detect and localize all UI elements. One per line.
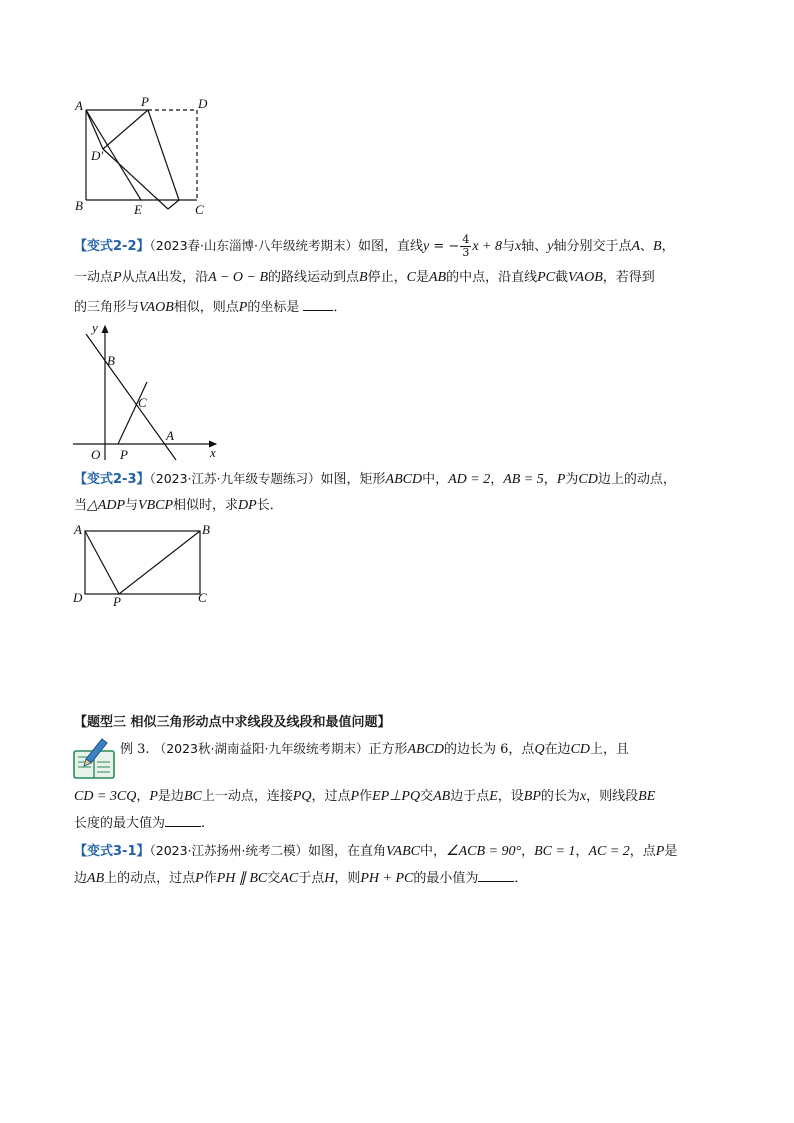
- label-x: x: [210, 445, 216, 460]
- label-O: O: [91, 447, 101, 462]
- label-P: P: [120, 447, 128, 462]
- problem-2-3-line-1: 【变式2-3】（2023·江苏·九年级专题练习）如图，矩形ABCD中，AD = 2，AB = 5，P为CD边上的动点，: [74, 471, 676, 487]
- problem-3-1-line-2: 边AB上的动点，过点P作PH ∥ BC交AC于点H，则PH + PC的最小值为 ．: [74, 871, 528, 886]
- segment-P-fold: [148, 110, 179, 200]
- label-B: B: [107, 353, 115, 368]
- problem-3-1-line-1: 【变式3-1】（2023·江苏扬州·统考二模）如图，在直角VABC中，∠ACB = 90°，BC = 1，AC = 2，点P是: [74, 843, 678, 859]
- label-y: y: [92, 320, 98, 335]
- problem-tag: 【变式3-1】: [74, 844, 150, 859]
- label-B: B: [75, 198, 83, 213]
- label-C: C: [198, 590, 207, 605]
- problem-tag: 【变式2-2】: [74, 239, 150, 254]
- answer-blank[interactable]: [478, 869, 514, 882]
- line-AB: [86, 334, 176, 460]
- problem-2-2-line-1: 【变式2-2】（2023春·山东淄博·八年级统考期末）如图，直线y = − $\frac{4}{3}$ x + 8与x轴、y轴分别交于点A、B，: [74, 233, 675, 259]
- figure-folded-rectangle: [70, 92, 220, 222]
- problem-tag: 【变式2-3】: [74, 472, 150, 487]
- example-label: 例 3.: [120, 742, 150, 757]
- label-C: C: [138, 395, 147, 410]
- label-P: P: [113, 594, 121, 609]
- problem-2-2-line-2: 一动点P从点A出发，沿A − O − B的路线运动到点B停止，C是AB的中点，沿直线PC截VAOB，若得到: [74, 270, 655, 285]
- label-C: C: [195, 202, 204, 217]
- fraction-4-3: $\frac{4}{3}$: [462, 233, 470, 259]
- label-A: A: [75, 98, 83, 113]
- problem-2-3-line-2: 当△ADP与VBCP相似时，求DP长．: [74, 498, 283, 513]
- figure-coordinate-axes: [68, 320, 228, 465]
- segment-AP: [85, 531, 119, 594]
- notebook-pencil-icon: [72, 737, 118, 781]
- segment-PD-prime: [103, 110, 148, 149]
- segment-BP: [119, 531, 200, 594]
- label-D-prime: D′: [91, 148, 104, 163]
- example-3-line-2: CD = 3CQ，P是边BC上一动点，连接PQ，过点P作EP⊥PQ交AB边于点E，设BP的长为x，则线段BE: [74, 789, 656, 804]
- label-A: A: [74, 522, 82, 537]
- answer-blank[interactable]: [165, 814, 201, 827]
- figure-rectangle-ABCD: [70, 520, 220, 612]
- label-E: E: [134, 202, 142, 217]
- label-A: A: [166, 428, 174, 443]
- segment-fold-bottom: [168, 200, 179, 209]
- label-P: P: [141, 94, 149, 109]
- section-title: 【题型三 相似三角形动点中求线段及线段和最值问题】: [74, 715, 391, 730]
- label-D: D: [198, 96, 208, 111]
- label-D: D: [73, 590, 83, 605]
- label-B: B: [202, 522, 210, 537]
- example-3-line-1: 例 3. （2023秋·湖南益阳·九年级统考期末）正方形ABCD的边长为 6，点Q在边CD上，且: [120, 741, 630, 757]
- example-3-line-3: 长度的最大值为 .: [74, 816, 206, 831]
- answer-blank[interactable]: [303, 298, 333, 311]
- problem-2-2-line-3: 的三角形与VAOB相似，则点P的坐标是 ．: [74, 300, 347, 315]
- segment-AD-prime: [86, 110, 103, 149]
